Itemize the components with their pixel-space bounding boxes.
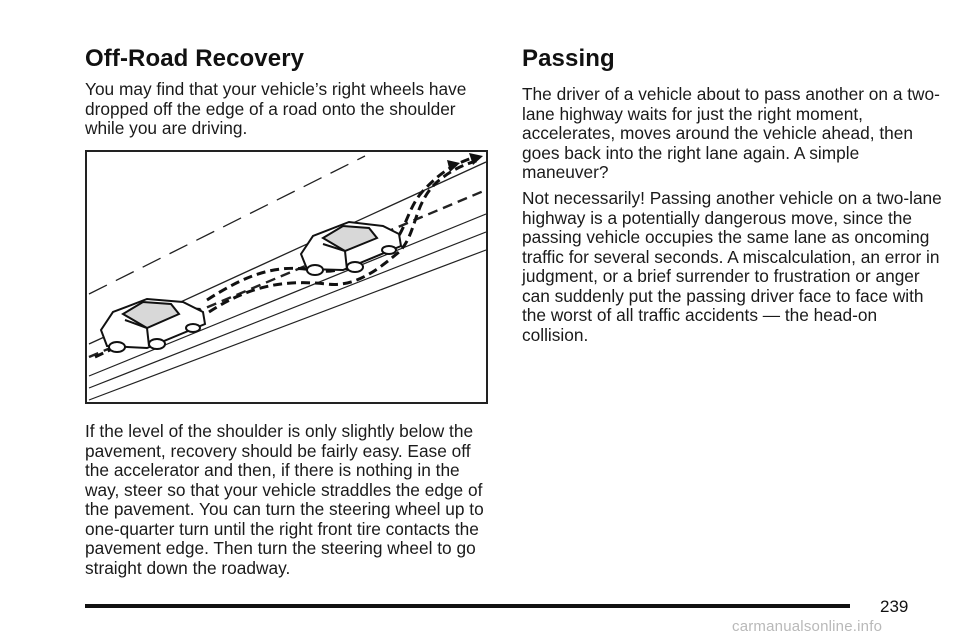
passing-paragraph-2: Not necessarily! Passing another vehicle on a two-lane highway is a potentially dangerous move, since the passing vehicle occupies the same lane as oncoming traffic for several seconds. A miscalculation, an error in judgment, or a brief surrender to frustration or anger can suddenly put the passing driver face to face with the worst of all traffic accidents — the head-on collision. bbox=[522, 188, 942, 345]
page-number: 239 bbox=[880, 597, 909, 616]
section-title-passing: Passing bbox=[522, 45, 615, 72]
watermark-text: carmanualsonline.info bbox=[732, 618, 883, 635]
off-road-recovery-body: If the level of the shoulder is only slightly below the pavement, recovery should be fairly easy. Ease off the accelerator and then, if there is nothing in the way, steer so that your vehicle straddles the edge of the pavement. You can turn the steering wheel up to one-quarter turn until the right front tire contacts the pavement edge. Then turn the steering wheel to go straight down the roadway. bbox=[85, 421, 484, 578]
front-car-drawing bbox=[301, 222, 401, 275]
passing-paragraph-1: The driver of a vehicle about to pass another on a two-lane highway waits for just the right moment, accelerates, moves around the vehicle ahead, then goes back into the right lane again. A simple maneuver? bbox=[522, 84, 940, 182]
section-title-off-road-recovery: Off-Road Recovery bbox=[85, 45, 305, 72]
passing-maneuver-illustration bbox=[85, 150, 488, 404]
rear-car-drawing bbox=[101, 299, 205, 352]
off-road-recovery-intro: You may find that your vehicle’s right wheels have dropped off the edge of a road onto the shoulder while you are driving. bbox=[85, 79, 467, 138]
footer-rule bbox=[85, 604, 850, 608]
